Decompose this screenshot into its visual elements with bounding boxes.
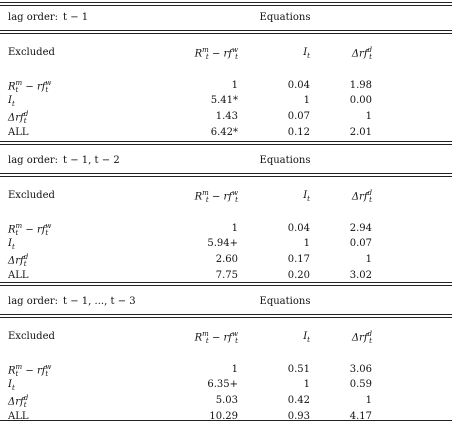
panel-top-rule (0, 5, 452, 6)
panel-header-rule (0, 314, 452, 315)
table-cell: 0.07 (287, 111, 310, 122)
row-label: Δrf d t (8, 253, 29, 268)
lag-order-label: lag order: (8, 155, 59, 166)
lag-order-label: lag order: (8, 12, 59, 23)
table-cell: 5.03 (215, 395, 238, 406)
panel-header-rule (0, 317, 452, 318)
table-cell: 1.43 (215, 111, 238, 122)
equation-header: $I_t$ (303, 331, 310, 344)
table-cell: 1 (303, 379, 310, 390)
table-cell: 7.75 (215, 270, 238, 281)
table-cell: 5.41* (210, 95, 238, 106)
table-cell: 1 (365, 111, 372, 122)
table-cell: 3.06 (349, 364, 372, 375)
row-label: Δrf d t (8, 110, 29, 125)
table-cell: 10.29 (209, 411, 238, 422)
table-cell: 0.20 (287, 270, 310, 281)
row-label: ALL (8, 127, 29, 138)
panel-header-rule (0, 30, 452, 31)
row-label: ALL (8, 411, 29, 422)
table-cell: 0.51 (287, 364, 310, 375)
lag-order-value: t − 1 (63, 12, 89, 23)
table-cell: 0.93 (287, 411, 310, 422)
table-cell: 0.59 (349, 379, 372, 390)
table-cell: 1 (231, 80, 238, 91)
excluded-header: Excluded (8, 190, 55, 201)
lag-order-value: t − 1, ..., t − 3 (63, 296, 136, 307)
equation-header: Δrf d t (351, 189, 372, 204)
table-cell: 0.00 (349, 95, 372, 106)
panel-top-rule (0, 144, 452, 145)
equations-label: Equations (259, 155, 311, 166)
row-label: ALL (8, 270, 29, 281)
equations-label: Equations (259, 12, 311, 23)
table-cell: 1 (231, 223, 238, 234)
table-cell: 6.35+ (207, 379, 238, 390)
panel-top-rule (0, 2, 452, 3)
table-cell: 1.98 (349, 80, 372, 91)
equation-header: R m t − rf w t (194, 46, 238, 61)
table-cell: 1 (365, 254, 372, 265)
panel-top-rule (0, 141, 452, 142)
panel-top-rule (0, 282, 452, 283)
table-cell: 2.60 (215, 254, 238, 265)
table-cell: 6.42* (210, 127, 238, 138)
table-cell: 1 (303, 238, 310, 249)
row-label: $I_t$ (8, 238, 15, 251)
table-cell: 1 (231, 364, 238, 375)
panel-top-rule (0, 285, 452, 286)
table-cell: 0.04 (287, 223, 310, 234)
excluded-header: Excluded (8, 331, 55, 342)
panel-header-rule (0, 33, 452, 34)
panel-header-rule (0, 173, 452, 174)
table-cell: 1 (365, 395, 372, 406)
row-label: $I_t$ (8, 95, 15, 108)
equation-header: Δrf d t (351, 46, 372, 61)
equation-header: R m t − rf w t (194, 189, 238, 204)
table-cell: 0.07 (349, 238, 372, 249)
lag-order-value: t − 1, t − 2 (63, 155, 120, 166)
excluded-header: Excluded (8, 47, 55, 58)
row-label: Δrf d t (8, 394, 29, 409)
table-cell: 3.02 (349, 270, 372, 281)
equations-label: Equations (259, 296, 311, 307)
table-cell: 2.01 (349, 127, 372, 138)
table-cell: 0.17 (287, 254, 310, 265)
equation-header: R m t − rf w t (194, 330, 238, 345)
row-label: R m t − rf w t (8, 79, 52, 94)
table-cell: 4.17 (349, 411, 372, 422)
table-cell: 2.94 (349, 223, 372, 234)
table-cell: 0.12 (287, 127, 310, 138)
panel-header-rule (0, 176, 452, 177)
equation-header: $I_t$ (303, 190, 310, 203)
equation-header: Δrf d t (351, 330, 372, 345)
row-label: $I_t$ (8, 379, 15, 392)
table-cell: 0.42 (287, 395, 310, 406)
table-cell: 1 (303, 95, 310, 106)
lag-order-label: lag order: (8, 296, 59, 307)
table-cell: 5.94+ (207, 238, 238, 249)
row-label: R m t − rf w t (8, 222, 52, 237)
table-bottom-rule (0, 420, 452, 421)
table-cell: 0.04 (287, 80, 310, 91)
equation-header: $I_t$ (303, 47, 310, 60)
row-label: R m t − rf w t (8, 363, 52, 378)
